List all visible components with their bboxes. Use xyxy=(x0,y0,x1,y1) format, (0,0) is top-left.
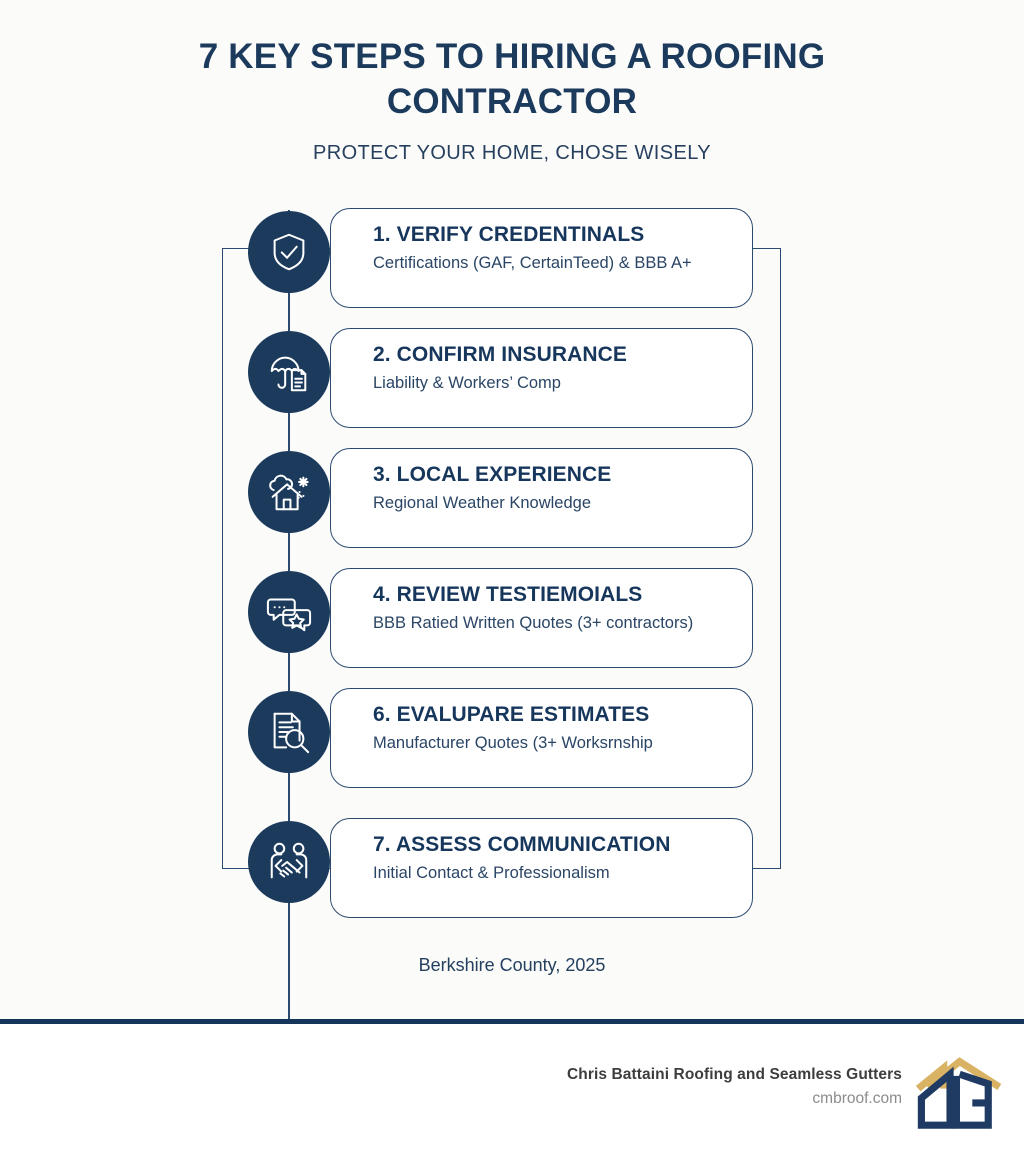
footer-text-block xyxy=(567,1066,902,1108)
step-row xyxy=(0,208,1024,308)
step-title: 1. VERIFY CREDENTINALS xyxy=(373,223,645,246)
document-magnifier-icon xyxy=(266,709,312,755)
shield-check-icon xyxy=(266,229,312,275)
steps-flow xyxy=(0,200,1024,940)
step-card[interactable] xyxy=(330,818,753,918)
step-row xyxy=(0,568,1024,668)
step-subtitle: Manufacturer Quotes (3+ Worksrnship xyxy=(373,734,653,752)
step-icon-badge xyxy=(248,331,330,413)
handshake-icon xyxy=(266,839,312,885)
house-weather-icon xyxy=(266,469,312,515)
step-row xyxy=(0,688,1024,788)
step-subtitle: Regional Weather Knowledge xyxy=(373,494,592,512)
step-card[interactable] xyxy=(330,688,753,788)
step-icon-badge xyxy=(248,211,330,293)
step-subtitle: Certifications (GAF, CertainTeed) & BBB A+ xyxy=(373,254,692,272)
step-title: 4. REVIEW TESTIEMOIALS xyxy=(373,583,643,606)
step-card[interactable] xyxy=(330,448,753,548)
step-card[interactable] xyxy=(330,328,753,428)
step-row xyxy=(0,448,1024,548)
company-name: Chris Battaini Roofing and Seamless Gutters xyxy=(566,1066,902,1083)
header xyxy=(0,0,1024,165)
step-row xyxy=(0,818,1024,918)
step-icon-badge xyxy=(248,821,330,903)
step-title: 6. EVALUPARE ESTIMATES xyxy=(373,703,650,726)
chat-star-icon xyxy=(266,589,312,635)
website-url[interactable]: cmbroof.com xyxy=(812,1090,902,1107)
step-title: 7. ASSESS COMMUNICATION xyxy=(373,833,671,856)
page-title: 7 KEY STEPS TO HIRING A ROOFING CONTRACTOR xyxy=(198,37,826,121)
page-subtitle: PROTECT YOUR HOME, CHOSE WISELY xyxy=(312,142,711,164)
step-subtitle: Initial Contact & Professionalism xyxy=(373,864,610,882)
cb-house-logo xyxy=(910,1052,1006,1130)
location-note: Berkshire County, 2025 xyxy=(418,955,606,975)
step-title: 3. LOCAL EXPERIENCE xyxy=(373,463,612,486)
step-subtitle: BBB Ratied Written Quotes (3+ contractors) xyxy=(373,614,694,632)
step-card[interactable] xyxy=(330,208,753,308)
step-card[interactable] xyxy=(330,568,753,668)
step-icon-badge xyxy=(248,451,330,533)
step-subtitle: Liability & Workers’ Comp xyxy=(373,374,561,392)
step-title: 2. CONFIRM INSURANCE xyxy=(373,343,628,366)
step-icon-badge xyxy=(248,571,330,653)
umbrella-document-icon xyxy=(266,349,312,395)
footer xyxy=(0,1024,1024,1154)
step-icon-badge xyxy=(248,691,330,773)
step-row xyxy=(0,328,1024,428)
